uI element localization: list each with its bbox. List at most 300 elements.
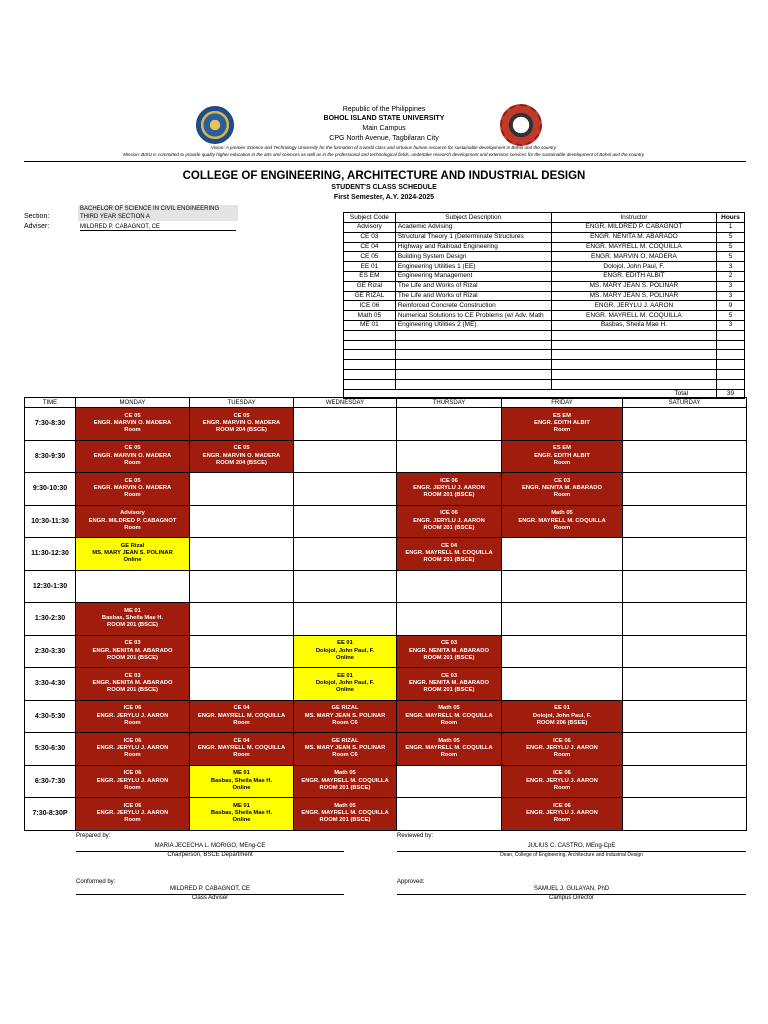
class-code: Math 05 bbox=[334, 770, 356, 777]
subject-code: CE 04 bbox=[344, 242, 396, 252]
class-block bbox=[76, 408, 190, 441]
empty-slot bbox=[397, 440, 502, 473]
class-block bbox=[397, 668, 502, 701]
empty-slot bbox=[294, 440, 397, 473]
approved-title: Campus Director bbox=[548, 895, 594, 901]
class-instructor: ENGR. JERYLU J. AARON bbox=[526, 745, 598, 752]
class-room: ROOM 201 (BSCE) bbox=[423, 687, 475, 694]
class-block bbox=[76, 733, 190, 766]
subject-row-empty bbox=[344, 360, 745, 370]
class-room: Room bbox=[440, 752, 458, 759]
subject-code: ME 01 bbox=[344, 320, 396, 330]
class-instructor: Dolojol, John Paul, F. bbox=[315, 647, 375, 654]
empty-slot bbox=[623, 408, 747, 441]
empty-slot bbox=[623, 700, 747, 733]
class-code: Advisory bbox=[120, 510, 145, 517]
class-instructor: ENGR. JERYLU J. AARON bbox=[96, 777, 169, 784]
time-slot-row bbox=[25, 765, 747, 798]
class-block bbox=[76, 635, 190, 668]
time-slot-label: 4:30-5:30 bbox=[25, 700, 76, 733]
republic-line: Republic of the Philippines bbox=[342, 106, 426, 113]
subject-row bbox=[344, 271, 745, 281]
subject-hours: 5 bbox=[717, 311, 745, 321]
empty-slot bbox=[190, 603, 294, 636]
adviser-label: Adviser: bbox=[24, 223, 50, 230]
empty-cell bbox=[344, 330, 396, 340]
class-room: Room bbox=[553, 784, 571, 791]
subject-row bbox=[344, 232, 745, 242]
class-block bbox=[76, 798, 190, 831]
class-room: Room bbox=[124, 719, 141, 726]
class-code: ME 01 bbox=[124, 607, 141, 614]
subject-code: Advisory bbox=[344, 223, 396, 233]
class-code: CE 03 bbox=[124, 640, 141, 647]
total-hours: 39 bbox=[717, 389, 745, 399]
empty-slot bbox=[190, 570, 294, 603]
subject-code: EE 01 bbox=[344, 262, 396, 272]
subject-row-empty bbox=[344, 330, 745, 340]
time-slot-label: 2:30-3:30 bbox=[25, 635, 76, 668]
subject-code: CE 05 bbox=[344, 252, 396, 262]
class-block bbox=[76, 668, 190, 701]
class-code: CE 05 bbox=[233, 445, 250, 452]
class-room: Room bbox=[124, 459, 141, 466]
class-room: Online bbox=[335, 654, 355, 661]
class-room: Room bbox=[553, 817, 571, 824]
empty-slot bbox=[502, 668, 623, 701]
class-room: Room bbox=[233, 719, 250, 726]
class-instructor: Basbas, Sheila Mae H. bbox=[210, 777, 273, 784]
class-instructor: ENGR. JERYLU J. AARON bbox=[96, 745, 169, 752]
subject-description: The Life and Works of Rizal bbox=[395, 281, 551, 291]
class-room: ROOM 201 (BSCE) bbox=[107, 622, 158, 629]
class-block bbox=[76, 700, 190, 733]
class-instructor: ENGR. NENITA M. ABARADO bbox=[92, 680, 173, 687]
class-room: Online bbox=[335, 687, 355, 694]
empty-slot bbox=[397, 603, 502, 636]
empty-slot bbox=[623, 505, 747, 538]
subject-description: Engineering Utilities 2 (ME) bbox=[395, 320, 551, 330]
class-block bbox=[397, 635, 502, 668]
class-instructor: ENGR. MAYRELL M. COQUILLA bbox=[518, 517, 606, 524]
empty-slot bbox=[294, 505, 397, 538]
class-block bbox=[190, 798, 294, 831]
class-code: CE 03 bbox=[553, 477, 571, 484]
program-box bbox=[78, 205, 238, 221]
mission-statement: Mission: BISU is committed to provide quality higher education in the arts and sciences as well as in the professional and technological fields, undertake research development and extension services for the sustainable development of Bohol and the country. bbox=[123, 152, 645, 157]
reviewed-label: Reviewed by: bbox=[397, 833, 434, 839]
empty-cell bbox=[395, 379, 551, 389]
class-room: Room bbox=[124, 752, 141, 759]
subject-instructor: Dolojol, John Paul, F. bbox=[551, 262, 716, 272]
subject-instructor: ENGR. EDITH ALBIT bbox=[551, 271, 716, 281]
subject-code: GE Rizal bbox=[344, 281, 396, 291]
empty-slot bbox=[502, 570, 623, 603]
empty-cell bbox=[717, 350, 745, 360]
time-slot-label: 8:30-9:30 bbox=[25, 440, 76, 473]
subject-hours: 3 bbox=[717, 262, 745, 272]
class-room: Room bbox=[553, 492, 571, 499]
subject-description: Highway and Railroad Engineering bbox=[395, 242, 551, 252]
empty-slot bbox=[502, 603, 623, 636]
class-code: GE RIZAL bbox=[331, 705, 359, 712]
conformed-title: Class Adviser bbox=[191, 895, 229, 901]
class-code: CE 03 bbox=[440, 672, 458, 679]
empty-slot bbox=[623, 603, 747, 636]
class-instructor: ENGR. JERYLU J. AARON bbox=[526, 810, 598, 817]
subject-code: ES EM bbox=[344, 271, 396, 281]
class-code: CE 03 bbox=[440, 640, 458, 647]
class-block bbox=[502, 440, 623, 473]
time-slot-label: 12:30-1:30 bbox=[25, 570, 76, 603]
class-code: ICE 06 bbox=[553, 737, 571, 744]
class-code: CE 03 bbox=[124, 672, 141, 679]
class-instructor: ENGR. MARVIN O. MADERA bbox=[202, 452, 281, 459]
time-slot-label: 9:30-10:30 bbox=[25, 473, 76, 506]
class-room: ROOM 201 (BSCE) bbox=[319, 817, 371, 824]
class-block bbox=[397, 733, 502, 766]
approved-name: SAMUEL J. GULAYAN, PhD bbox=[533, 886, 610, 892]
class-code: Math 05 bbox=[551, 510, 573, 517]
class-block bbox=[294, 668, 397, 701]
empty-slot bbox=[294, 473, 397, 506]
conformed-name: MILDRED P. CABAGNOT, CE bbox=[170, 886, 250, 892]
subject-row-empty bbox=[344, 340, 745, 350]
empty-slot bbox=[623, 765, 747, 798]
class-block bbox=[502, 408, 623, 441]
subject-instructor: Basbas, Sheila Mae H. bbox=[551, 320, 716, 330]
total-label: Total bbox=[344, 389, 717, 399]
subject-code: ICE 06 bbox=[344, 301, 396, 311]
campus-address: CPG North Avenue, Tagbilaran City bbox=[329, 135, 439, 142]
class-code: Math 05 bbox=[438, 705, 460, 712]
class-block bbox=[190, 700, 294, 733]
class-room: ROOM 201 (BSCE) bbox=[423, 524, 475, 531]
subjects-table bbox=[343, 212, 745, 399]
class-block bbox=[397, 473, 502, 506]
time-slot-label: 6:30-7:30 bbox=[25, 765, 76, 798]
empty-slot bbox=[76, 570, 190, 603]
empty-cell bbox=[717, 330, 745, 340]
class-room: Room C6 bbox=[332, 752, 358, 759]
subject-description: Engineering Utilities 1 (EE) bbox=[395, 262, 551, 272]
empty-slot bbox=[190, 635, 294, 668]
subject-row bbox=[344, 252, 745, 262]
empty-slot bbox=[294, 538, 397, 571]
day-header-thursday: THURSDAY bbox=[397, 398, 502, 408]
day-header-monday: MONDAY bbox=[76, 398, 190, 408]
section-label: Section: bbox=[24, 213, 50, 220]
time-slot-row bbox=[25, 700, 747, 733]
prepared-name: MARIA JECECHA L. MORIGO, MEng-CE bbox=[154, 843, 266, 849]
class-instructor: ENGR. EDITH ALBIT bbox=[534, 452, 590, 459]
class-room: Room bbox=[553, 752, 571, 759]
subject-hours: 2 bbox=[717, 271, 745, 281]
empty-cell bbox=[717, 360, 745, 370]
time-slot-row bbox=[25, 473, 747, 506]
class-block bbox=[190, 765, 294, 798]
subject-row bbox=[344, 291, 745, 301]
empty-cell bbox=[395, 369, 551, 379]
empty-slot bbox=[623, 440, 747, 473]
empty-slot bbox=[623, 798, 747, 831]
schedule-table bbox=[24, 397, 747, 831]
time-slot-row bbox=[25, 440, 747, 473]
class-room: Room bbox=[124, 492, 141, 499]
subject-instructor: ENGR. NENITA M. ABARADO bbox=[551, 232, 716, 242]
subject-row bbox=[344, 223, 745, 233]
class-block bbox=[502, 798, 623, 831]
day-header-friday: FRIDAY bbox=[502, 398, 623, 408]
class-instructor: ENGR. MAYRELL M. COQUILLA bbox=[197, 712, 286, 719]
subject-row-empty bbox=[344, 379, 745, 389]
empty-slot bbox=[623, 635, 747, 668]
class-room: ROOM 204 (BSCE) bbox=[216, 427, 267, 434]
class-block bbox=[294, 765, 397, 798]
time-slot-label: 11:30-12:30 bbox=[25, 538, 76, 571]
class-code: CE 05 bbox=[124, 412, 141, 419]
empty-slot bbox=[190, 505, 294, 538]
class-instructor: MS. MARY JEAN S. POLINAR bbox=[304, 712, 386, 719]
time-slot-row bbox=[25, 603, 747, 636]
prepared-label: Prepared by: bbox=[76, 833, 111, 839]
class-room: ROOM 201 (BSCE) bbox=[423, 492, 475, 499]
class-block bbox=[397, 505, 502, 538]
subject-code: GE RIZAL bbox=[344, 291, 396, 301]
class-instructor: ENGR. MARVIN O. MADERA bbox=[93, 420, 172, 427]
empty-cell bbox=[717, 379, 745, 389]
time-slot-row bbox=[25, 668, 747, 701]
subject-instructor: ENGR. MAYRELL M. COQUILLA bbox=[551, 242, 716, 252]
class-block bbox=[190, 440, 294, 473]
empty-slot bbox=[623, 733, 747, 766]
class-block bbox=[76, 505, 190, 538]
vision-statement: Vision: A premier Science and Technology University for the formation of a world class and virtuous human resource for sustainable development in Bohol and the country. bbox=[210, 145, 558, 150]
class-code: CE 04 bbox=[233, 737, 250, 744]
subject-row bbox=[344, 301, 745, 311]
class-code: ICE 06 bbox=[123, 770, 142, 777]
class-block bbox=[502, 473, 623, 506]
subject-hours: 5 bbox=[717, 232, 745, 242]
class-instructor: ENGR. NENITA M. ABARADO bbox=[522, 485, 602, 492]
program-name: BACHELOR OF SCIENCE IN CIVIL ENGINEERING bbox=[80, 206, 220, 212]
empty-slot bbox=[623, 538, 747, 571]
subject-instructor: ENGR. JERYLU J. AARON bbox=[551, 301, 716, 311]
class-instructor: ENGR. MARVIN O. MADERA bbox=[202, 420, 281, 427]
empty-cell bbox=[344, 369, 396, 379]
class-code: Math 05 bbox=[334, 802, 356, 809]
class-block bbox=[502, 505, 623, 538]
subject-description: The Life and Works of Rizal bbox=[395, 291, 551, 301]
empty-cell bbox=[551, 379, 716, 389]
empty-slot bbox=[397, 765, 502, 798]
class-block bbox=[294, 700, 397, 733]
class-code: CE 05 bbox=[124, 445, 141, 452]
subject-hours: 5 bbox=[717, 252, 745, 262]
day-header-saturday: SATURDAY bbox=[623, 398, 747, 408]
class-room: Room bbox=[440, 719, 458, 726]
class-code: CE 04 bbox=[440, 542, 458, 549]
time-slot-row bbox=[25, 505, 747, 538]
subject-row bbox=[344, 262, 745, 272]
class-block bbox=[294, 798, 397, 831]
class-room: Room bbox=[553, 524, 571, 531]
time-slot-row bbox=[25, 570, 747, 603]
campus-name: Main Campus bbox=[362, 125, 406, 132]
class-room: ROOM 201 (BSCE) bbox=[423, 557, 475, 564]
class-room: Room bbox=[553, 427, 571, 434]
subject-hours: 3 bbox=[717, 320, 745, 330]
subject-instructor: ENGR. MILDRED P. CABAGNOT bbox=[551, 223, 716, 233]
class-instructor: Basbas, Sheila Mae H. bbox=[210, 810, 273, 817]
subject-hours: 3 bbox=[717, 291, 745, 301]
class-instructor: ENGR. MARVIN O. MADERA bbox=[93, 485, 172, 492]
header-divider bbox=[24, 161, 746, 162]
class-room: ROOM 201 (BSCE) bbox=[107, 654, 158, 661]
class-block bbox=[76, 765, 190, 798]
approved-label: Approved: bbox=[397, 879, 425, 885]
class-code: EE 01 bbox=[554, 705, 570, 712]
class-code: ICE 06 bbox=[440, 510, 458, 517]
time-slot-row bbox=[25, 798, 747, 831]
empty-cell bbox=[395, 340, 551, 350]
empty-slot bbox=[502, 538, 623, 571]
class-room: Room bbox=[124, 784, 141, 791]
empty-slot bbox=[397, 570, 502, 603]
empty-slot bbox=[623, 473, 747, 506]
time-slot-label: 3:30-4:30 bbox=[25, 668, 76, 701]
subject-row-empty bbox=[344, 369, 745, 379]
class-block bbox=[190, 733, 294, 766]
class-code: EE 01 bbox=[337, 640, 353, 647]
class-instructor: ENGR. JERYLU J. AARON bbox=[413, 485, 485, 492]
class-code: CE 04 bbox=[233, 705, 250, 712]
class-instructor: ENGR. MAYRELL M. COQUILLA bbox=[197, 745, 286, 752]
class-room: Room bbox=[124, 427, 141, 434]
class-instructor: ENGR. MILDRED P. CABAGNOT bbox=[88, 517, 177, 524]
class-room: ROOM 204 (BSCE) bbox=[216, 459, 267, 466]
day-header-wednesday: WEDNESDAY bbox=[294, 398, 397, 408]
class-instructor: Dolojol, John Paul, F. bbox=[532, 712, 592, 719]
subject-instructor: MS. MARY JEAN S. POLINAR bbox=[551, 281, 716, 291]
subject-hours: 5 bbox=[717, 242, 745, 252]
class-instructor: ENGR. MAYRELL M. COQUILLA bbox=[301, 777, 389, 784]
class-instructor: ENGR. JERYLU J. AARON bbox=[526, 777, 598, 784]
class-block bbox=[76, 440, 190, 473]
class-room: Online bbox=[123, 557, 142, 564]
subject-description: Academic Advising bbox=[395, 223, 551, 233]
class-instructor: ENGR. NENITA M. ABARADO bbox=[92, 647, 173, 654]
class-block bbox=[397, 700, 502, 733]
class-code: ICE 06 bbox=[553, 770, 571, 777]
col-hours: Hours bbox=[717, 213, 745, 223]
time-slot-row bbox=[25, 538, 747, 571]
class-block bbox=[190, 408, 294, 441]
class-instructor: ENGR. NENITA M. ABARADO bbox=[409, 647, 489, 654]
semester: First Semester, A.Y. 2024-2025 bbox=[333, 194, 435, 201]
empty-cell bbox=[344, 360, 396, 370]
empty-slot bbox=[294, 570, 397, 603]
class-instructor: Basbas, Sheila Mae H. bbox=[101, 615, 164, 622]
subject-code: Math 05 bbox=[344, 311, 396, 321]
empty-cell bbox=[551, 369, 716, 379]
class-block bbox=[502, 765, 623, 798]
class-instructor: ENGR. MARVIN O. MADERA bbox=[93, 452, 172, 459]
class-room: Online bbox=[232, 784, 251, 791]
col-subject-code: Subject Code bbox=[344, 213, 396, 223]
subject-row bbox=[344, 281, 745, 291]
class-room: Room bbox=[233, 752, 250, 759]
class-code: ICE 06 bbox=[123, 802, 142, 809]
time-slot-label: 10:30-11:30 bbox=[25, 505, 76, 538]
day-header-time: TIME bbox=[25, 398, 76, 408]
subject-description: Reinforced Concrete Construction bbox=[395, 301, 551, 311]
class-block bbox=[294, 635, 397, 668]
subject-row bbox=[344, 242, 745, 252]
empty-slot bbox=[623, 570, 747, 603]
class-block bbox=[76, 603, 190, 636]
reviewed-name: JULIUS C. CASTRO, MEng-CpE bbox=[527, 843, 616, 849]
class-instructor: ENGR. MAYRELL M. COQUILLA bbox=[405, 745, 493, 752]
class-code: Math 05 bbox=[438, 737, 460, 744]
empty-cell bbox=[551, 350, 716, 360]
class-instructor: Dolojol, John Paul, F. bbox=[315, 680, 375, 687]
empty-cell bbox=[395, 330, 551, 340]
empty-cell bbox=[551, 340, 716, 350]
subject-hours: 3 bbox=[717, 281, 745, 291]
empty-cell bbox=[551, 330, 716, 340]
class-instructor: ENGR. JERYLU J. AARON bbox=[96, 810, 169, 817]
class-code: GE RIZAL bbox=[331, 737, 359, 744]
class-instructor: MS. MARY JEAN S. POLINAR bbox=[304, 745, 386, 752]
class-instructor: ENGR. EDITH ALBIT bbox=[534, 420, 590, 427]
class-room: ROOM 201 (BSCE) bbox=[107, 687, 158, 694]
class-instructor: ENGR. MAYRELL M. COQUILLA bbox=[405, 550, 493, 557]
class-block bbox=[502, 733, 623, 766]
empty-cell bbox=[551, 360, 716, 370]
conformed-label: Conformed by: bbox=[76, 879, 116, 885]
subject-hours: 1 bbox=[717, 223, 745, 233]
col-subject-description: Subject Description bbox=[395, 213, 551, 223]
class-block bbox=[76, 473, 190, 506]
empty-cell bbox=[344, 379, 396, 389]
class-code: ME 01 bbox=[233, 802, 250, 809]
class-room: Room bbox=[124, 817, 141, 824]
empty-slot bbox=[190, 473, 294, 506]
class-block bbox=[397, 538, 502, 571]
empty-slot bbox=[502, 635, 623, 668]
class-instructor: ENGR. MAYRELL M. COQUILLA bbox=[301, 810, 389, 817]
class-block bbox=[502, 700, 623, 733]
time-slot-row bbox=[25, 733, 747, 766]
empty-slot bbox=[397, 798, 502, 831]
university-name: BOHOL ISLAND STATE UNIVERSITY bbox=[323, 115, 445, 122]
subject-instructor: ENGR. MAYRELL M. COQUILLA bbox=[551, 311, 716, 321]
empty-slot bbox=[397, 408, 502, 441]
subject-description: Engineering Management bbox=[395, 271, 551, 281]
time-slot-row bbox=[25, 635, 747, 668]
class-code: ICE 06 bbox=[123, 705, 142, 712]
empty-slot bbox=[190, 668, 294, 701]
class-code: ES EM bbox=[552, 412, 572, 419]
class-code: CE 05 bbox=[124, 477, 141, 484]
empty-cell bbox=[395, 360, 551, 370]
class-instructor: MS. MARY JEAN S. POLINAR bbox=[92, 550, 173, 557]
prepared-title: Chairperson, BSCE Department bbox=[167, 852, 253, 858]
class-instructor: ENGR. JERYLU J. AARON bbox=[96, 712, 169, 719]
empty-cell bbox=[395, 350, 551, 360]
class-code: ICE 06 bbox=[123, 737, 142, 744]
